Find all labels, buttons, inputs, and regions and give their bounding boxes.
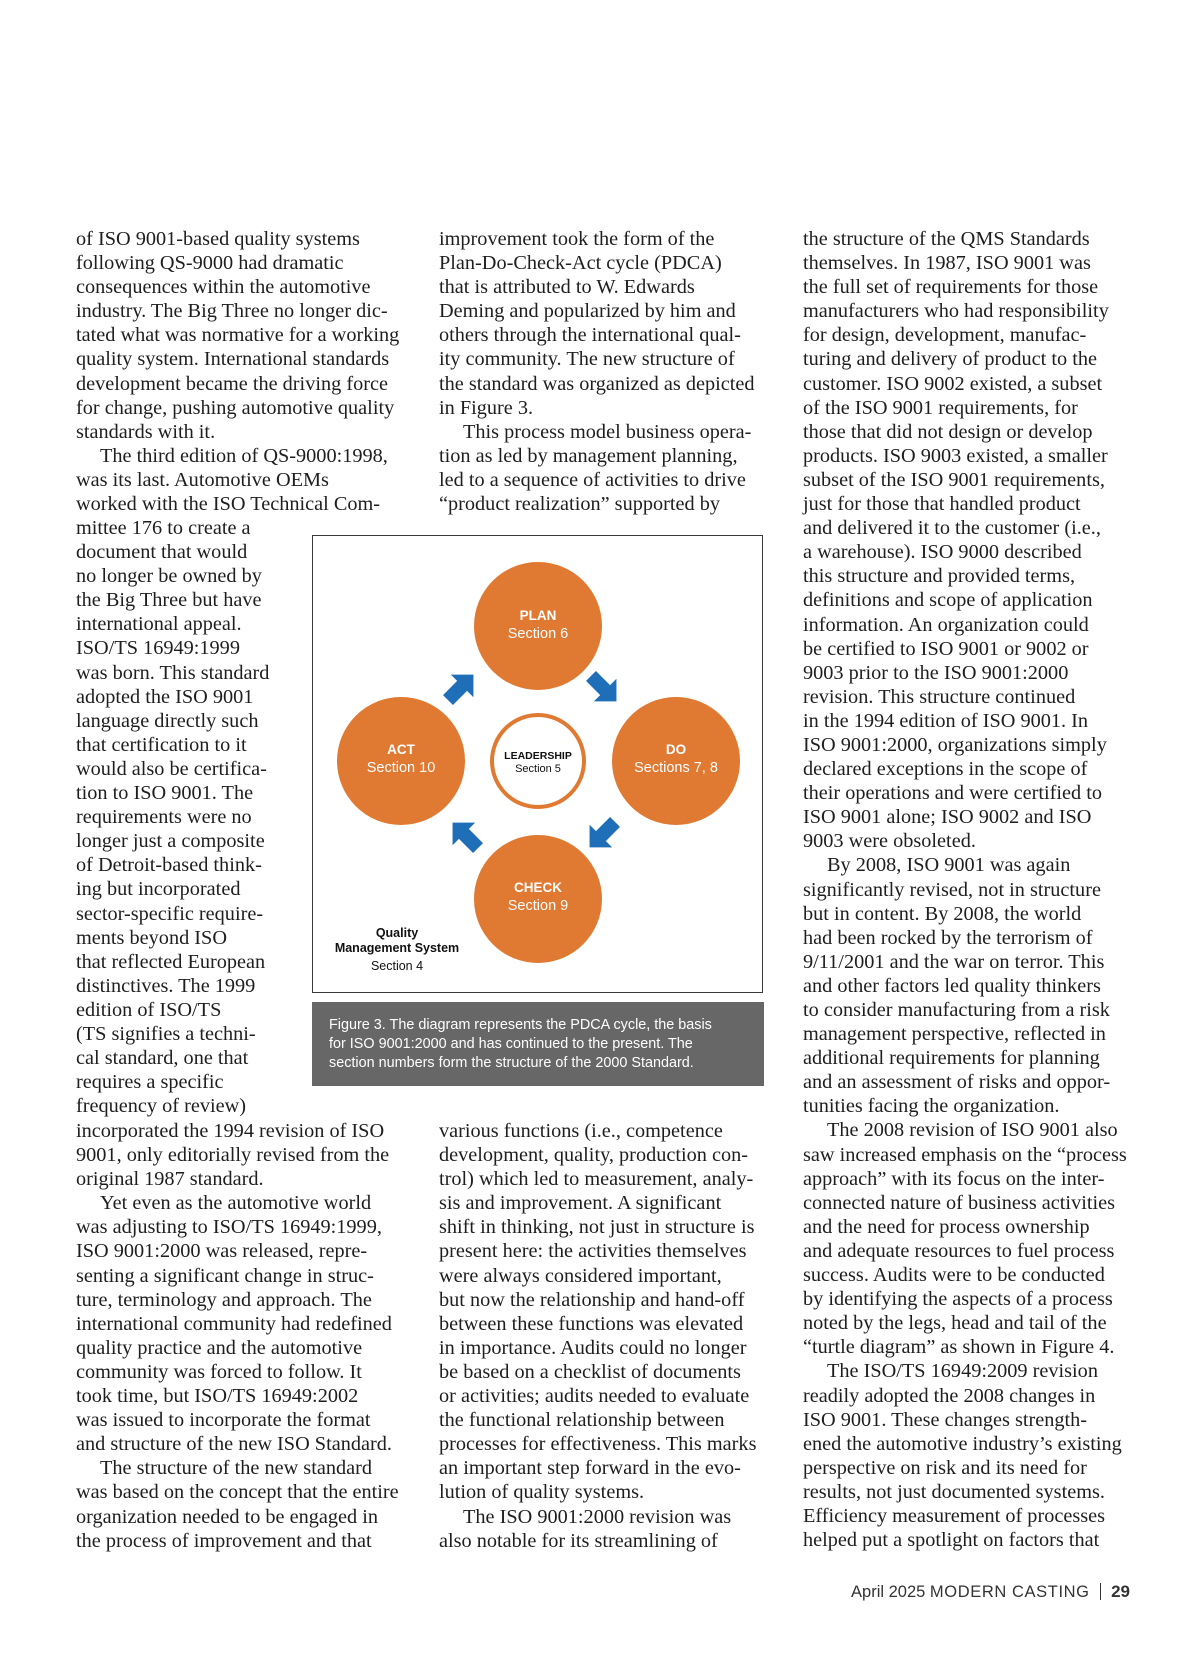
text-line: ISO 9001 alone; ISO 9002 and ISO	[803, 806, 1092, 829]
text-line: cal standard, one that	[76, 1047, 249, 1070]
text-line: and delivered it to the customer (i.e.,	[803, 517, 1101, 540]
text-line: customer. ISO 9002 existed, a subset	[803, 372, 1103, 395]
caption-line: for ISO 9001:2000 and has continued to the present. The	[329, 1036, 693, 1052]
text-line: sector-specific require-	[76, 902, 264, 925]
text-line: quality system. International standards	[76, 348, 390, 371]
text-line: incorporated the 1994 revision of ISO	[76, 1120, 385, 1142]
text-line: tunities facing the organization.	[803, 1095, 1060, 1118]
text-line: of ISO 9001-based quality systems	[76, 228, 360, 250]
text-line: in importance. Audits could no longer	[439, 1336, 747, 1359]
text-line: processes for effectiveness. This marks	[439, 1433, 757, 1456]
column-1-wrapped-text	[76, 516, 269, 1118]
qms-label	[335, 926, 459, 973]
pdca-figure	[312, 535, 763, 993]
text-line: improvement took the form of the	[439, 228, 715, 250]
plan-node	[474, 562, 602, 690]
figure-caption	[312, 1002, 764, 1086]
text-line: shift in thinking, not just in structure is	[439, 1216, 755, 1239]
text-line: international appeal.	[76, 613, 242, 636]
text-line: significantly revised, not in structure	[803, 878, 1101, 901]
text-line: standards with it.	[76, 420, 216, 443]
text-line: no longer be owned by	[76, 565, 262, 588]
text-line: led to a sequence of activities to drive	[439, 468, 746, 491]
column-1-top-text	[76, 227, 399, 516]
text-line: longer just a composite	[76, 830, 265, 853]
text-line: of the ISO 9001 requirements, for	[803, 396, 1078, 419]
text-line: just for those that handled product	[803, 493, 1081, 516]
check-title: CHECK	[513, 880, 563, 895]
text-line: The third edition of QS-9000:1998,	[100, 444, 388, 467]
text-line: turing and delivery of product to the	[803, 348, 1097, 371]
qms-line-3: Section 4	[370, 959, 424, 973]
text-line: products. ISO 9003 existed, a smaller	[803, 444, 1108, 467]
text-line: This process model business opera-	[463, 420, 752, 443]
text-line: in the 1994 edition of ISO 9001. In	[803, 709, 1089, 732]
arrow-do-to-check-icon	[578, 811, 626, 859]
check-node	[474, 835, 602, 963]
text-line: was adjusting to ISO/TS 16949:1999,	[76, 1216, 382, 1239]
text-line: 9003 prior to the ISO 9001:2000	[803, 661, 1069, 684]
arrow-act-to-plan-icon	[437, 663, 485, 711]
text-line: the functional relationship between	[439, 1409, 725, 1432]
text-line: noted by the legs, head and tail of the	[803, 1312, 1107, 1335]
text-line: frequency of review)	[76, 1095, 247, 1118]
text-line: 9001, only editorially revised from the	[76, 1144, 390, 1167]
text-line: and the need for process ownership	[803, 1215, 1090, 1238]
text-line: and other factors led quality thinkers	[803, 974, 1101, 997]
qms-line-1: Quality	[375, 926, 419, 940]
text-line: document that would	[76, 541, 248, 564]
text-line: ISO 9001. These changes strength-	[803, 1408, 1088, 1431]
act-section: Section 10	[366, 760, 436, 776]
text-line: requires a specific	[76, 1071, 224, 1094]
text-line: but now the relationship and hand-off	[439, 1288, 745, 1311]
act-title: ACT	[387, 742, 415, 757]
text-line: manufacturers who had responsibility	[803, 300, 1109, 323]
text-line: that is attributed to W. Edwards	[439, 276, 695, 299]
text-line: mittee 176 to create a	[76, 517, 251, 539]
text-line: subset of the ISO 9001 requirements,	[803, 468, 1105, 491]
text-line: ISO 9001:2000 was released, repre-	[76, 1240, 368, 1263]
text-line: edition of ISO/TS	[76, 998, 222, 1021]
text-line: tion to ISO 9001. The	[76, 782, 254, 805]
text-line: was its last. Automotive OEMs	[76, 468, 329, 491]
text-line: trol) which led to measurement, analy-	[439, 1168, 754, 1191]
text-line: between these functions was elevated	[439, 1312, 744, 1335]
text-line: would also be certifica-	[76, 757, 267, 780]
text-line: ing but incorporated	[76, 878, 241, 901]
text-line: (TS signifies a techni-	[76, 1022, 256, 1045]
footer-magazine: MODERN CASTING	[929, 1583, 1090, 1601]
text-line: Plan-Do-Check-Act cycle (PDCA)	[439, 252, 722, 275]
text-line: connected nature of business activities	[803, 1191, 1116, 1214]
text-line: was issued to incorporate the format	[76, 1409, 371, 1432]
text-line: perspective on risk and its need for	[803, 1456, 1087, 1479]
text-line: present here: the activities themselves	[439, 1240, 747, 1263]
page-number: 29	[1111, 1582, 1130, 1601]
leadership-node	[492, 715, 584, 807]
text-line: ments beyond ISO	[76, 926, 227, 949]
text-line: others through the international qual-	[439, 324, 741, 347]
text-line: additional requirements for planning	[803, 1047, 1100, 1070]
text-line: lution of quality systems.	[439, 1481, 645, 1504]
text-line: Yet even as the automotive world	[100, 1192, 372, 1215]
text-line: for design, development, manufac-	[803, 324, 1087, 347]
text-line: worked with the ISO Technical Com-	[76, 493, 381, 516]
text-line: The 2008 revision of ISO 9001 also	[827, 1119, 1118, 1142]
text-line: results, not just documented systems.	[803, 1480, 1105, 1503]
text-line: a warehouse). ISO 9000 described	[803, 541, 1082, 564]
text-line: quality practice and the automotive	[76, 1336, 363, 1359]
text-line: their operations and were certified to	[803, 782, 1103, 805]
column-2-bottom-text	[439, 1119, 756, 1553]
text-line: success. Audits were to be conducted	[803, 1264, 1105, 1287]
text-line: The ISO 9001:2000 revision was	[463, 1505, 732, 1528]
text-line: and adequate resources to fuel process	[803, 1239, 1115, 1262]
text-line: language directly such	[76, 709, 259, 732]
text-line: ity community. The new structure of	[439, 348, 735, 371]
text-line: sis and improvement. A significant	[439, 1192, 722, 1215]
text-line: was born. This standard	[76, 661, 270, 684]
text-line: declared exceptions in the scope of	[803, 758, 1088, 781]
text-line: that certification to it	[76, 733, 247, 756]
column-3-text	[803, 227, 1127, 1552]
text-line: for change, pushing automotive quality	[76, 396, 395, 419]
column-1-bottom-text	[76, 1119, 399, 1553]
text-line: 9003 were obsoleted.	[803, 830, 976, 853]
text-line: tated what was normative for a working	[76, 324, 400, 347]
text-line: an important step forward in the evo-	[439, 1457, 741, 1480]
text-line: Efficiency measurement of processes	[803, 1504, 1106, 1527]
text-line: those that did not design or develop	[803, 420, 1093, 443]
text-line: was based on the concept that the entire	[76, 1481, 399, 1504]
do-title: DO	[665, 742, 687, 757]
text-line: industry. The Big Three no longer dic-	[76, 300, 388, 323]
caption-line: section numbers form the structure of the 2000 Standard.	[329, 1055, 694, 1071]
leadership-title: LEADERSHIP	[504, 750, 572, 762]
text-line: and structure of the new ISO Standard.	[76, 1433, 392, 1456]
text-line: requirements were no	[76, 806, 252, 829]
text-line: the standard was organized as depicted	[439, 372, 755, 395]
text-line: various functions (i.e., competence	[439, 1120, 723, 1142]
text-line: information. An organization could	[803, 613, 1089, 636]
act-node	[337, 697, 465, 825]
text-line: adopted the ISO 9001	[76, 685, 254, 708]
text-line: were always considered important,	[439, 1264, 722, 1287]
text-line: approach” with its focus on the inter-	[803, 1167, 1105, 1190]
text-line: tion as led by management planning,	[439, 444, 738, 467]
text-line: By 2008, ISO 9001 was again	[827, 854, 1071, 877]
text-line: that reflected European	[76, 950, 266, 973]
caption-line: Figure 3. The diagram represents the PDCA cycle, the basis	[329, 1017, 712, 1033]
text-line: saw increased emphasis on the “process	[803, 1143, 1127, 1166]
text-line: international community had redefined	[76, 1312, 392, 1335]
text-line: the Big Three but have	[76, 589, 262, 612]
leadership-section: Section 5	[515, 763, 561, 775]
text-line: organization needed to be engaged in	[76, 1505, 379, 1528]
text-line: “product realization” supported by	[439, 493, 721, 516]
pdca-diagram	[313, 536, 764, 994]
text-line: ened the automotive industry’s existing	[803, 1432, 1122, 1455]
text-line: definitions and scope of application	[803, 589, 1093, 612]
text-line: ISO/TS 16949:1999	[76, 637, 240, 660]
text-line: the process of improvement and that	[76, 1529, 372, 1552]
text-line: ture, terminology and approach. The	[76, 1288, 372, 1311]
text-line: consequences within the automotive	[76, 276, 371, 299]
text-line: to consider manufacturing from a risk	[803, 999, 1110, 1021]
text-line: community was forced to follow. It	[76, 1360, 362, 1383]
text-line: following QS-9000 had dramatic	[76, 252, 344, 275]
text-line: 9/11/2001 and the war on terror. This	[803, 950, 1105, 973]
text-line: and an assessment of risks and oppor-	[803, 1071, 1111, 1094]
text-line: development, quality, production con-	[439, 1144, 749, 1167]
text-line: in Figure 3.	[439, 396, 534, 419]
text-line: helped put a spotlight on factors that	[803, 1529, 1100, 1552]
text-line: readily adopted the 2008 changes in	[803, 1384, 1096, 1407]
footer-date: April 2025	[851, 1583, 926, 1601]
text-line: this structure and provided terms,	[803, 565, 1076, 588]
page-footer	[851, 1582, 1130, 1602]
text-line: of Detroit-based think-	[76, 854, 262, 877]
arrow-plan-to-do-icon	[580, 665, 628, 713]
text-line: The ISO/TS 16949:2009 revision	[827, 1360, 1098, 1383]
text-line: Deming and popularized by him and	[439, 300, 736, 323]
do-section: Sections 7, 8	[634, 760, 718, 776]
text-line: the full set of requirements for those	[803, 276, 1099, 299]
text-line: ISO 9001:2000, organizations simply	[803, 733, 1107, 756]
column-2-top-text	[439, 227, 755, 516]
text-line: “turtle diagram” as shown in Figure 4.	[803, 1336, 1115, 1359]
text-line: development became the driving force	[76, 372, 388, 395]
plan-section: Section 6	[507, 626, 569, 642]
text-line: be certified to ISO 9001 or 9002 or	[803, 637, 1089, 660]
text-line: revision. This structure continued	[803, 685, 1076, 708]
footer-divider	[1100, 1583, 1102, 1600]
text-line: took time, but ISO/TS 16949:2002	[76, 1385, 359, 1408]
text-line: the structure of the QMS Standards	[803, 228, 1090, 250]
do-node	[612, 697, 740, 825]
text-line: or activities; audits needed to evaluate	[439, 1385, 750, 1408]
text-line: management perspective, reflected in	[803, 1023, 1106, 1046]
plan-title: PLAN	[519, 608, 557, 623]
arrow-check-to-act-icon	[441, 811, 489, 859]
text-line: original 1987 standard.	[76, 1168, 264, 1191]
text-line: be based on a checklist of documents	[439, 1360, 741, 1383]
text-line: by identifying the aspects of a process	[803, 1288, 1113, 1311]
text-line: distinctives. The 1999	[76, 974, 256, 997]
text-line: senting a significant change in struc-	[76, 1264, 374, 1287]
check-section: Section 9	[507, 898, 569, 914]
text-line: had been rocked by the terrorism of	[803, 926, 1093, 949]
text-line: The structure of the new standard	[100, 1457, 373, 1480]
qms-line-2: Management System	[334, 941, 460, 955]
text-line: also notable for its streamlining of	[439, 1529, 718, 1552]
text-line: but in content. By 2008, the world	[803, 902, 1082, 925]
text-line: themselves. In 1987, ISO 9001 was	[803, 252, 1091, 275]
